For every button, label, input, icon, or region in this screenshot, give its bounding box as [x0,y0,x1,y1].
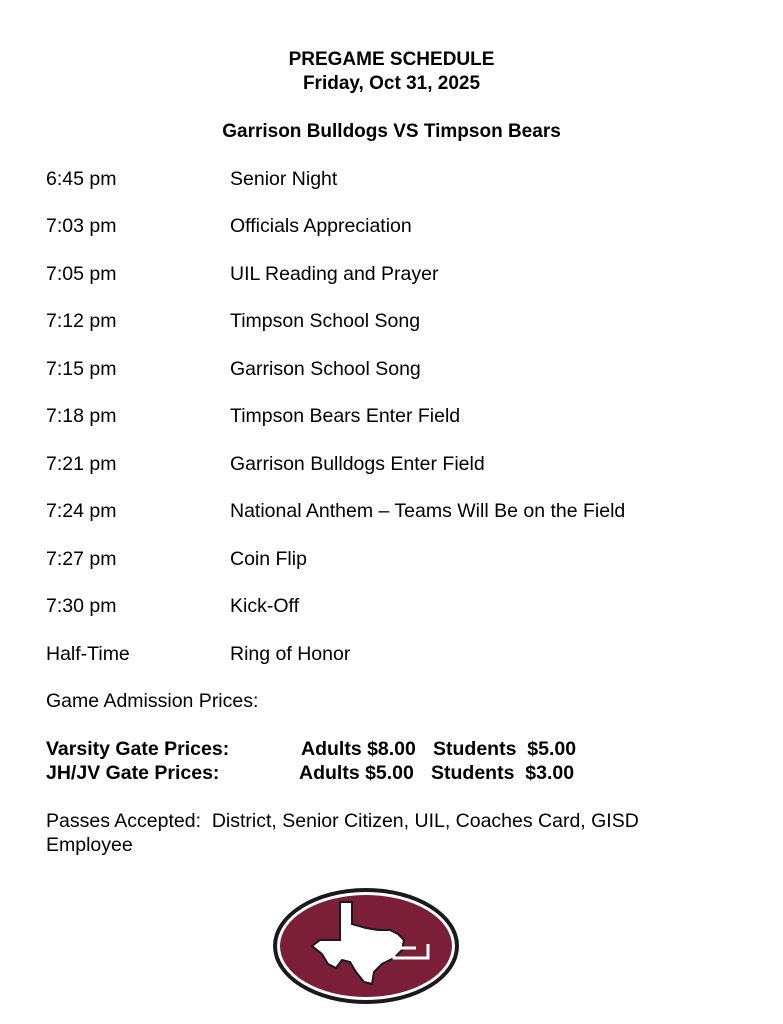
schedule-time: 7:21 pm [46,453,117,475]
schedule-event: National Anthem – Teams Will Be on the Field [230,500,626,522]
schedule-event: Timpson School Song [230,310,421,332]
schedule-event: Officials Appreciation [230,215,412,237]
varsity-students-price: Students $5.00 [433,738,577,760]
varsity-price-label: Varsity Gate Prices: [46,738,230,760]
schedule-event: Ring of Honor [230,643,351,665]
schedule-event: Senior Night [230,168,338,190]
page-title: PREGAME SCHEDULE [288,49,495,70]
admission-heading: Game Admission Prices: [46,690,259,712]
garrison-logo [270,884,462,1008]
schedule-time: 7:05 pm [46,263,117,285]
schedule-time: 7:27 pm [46,548,117,570]
schedule-time: 7:18 pm [46,405,117,427]
game-date: Friday, Oct 31, 2025 [302,73,481,94]
jhjv-price-label: JH/JV Gate Prices: [46,762,220,784]
schedule-event: Garrison School Song [230,358,421,380]
schedule-time: 7:12 pm [46,310,117,332]
schedule-event: Kick-Off [230,595,299,617]
varsity-adults-price: Adults $8.00 [301,738,416,760]
passes-accepted: Passes Accepted: District, Senior Citizen, UIL, Coaches Card, GISD Employee [46,810,645,856]
schedule-time: 6:45 pm [46,168,117,190]
jhjv-students-price: Students $3.00 [431,762,575,784]
schedule-event: Timpson Bears Enter Field [230,405,461,427]
schedule-time: 7:15 pm [46,358,117,380]
schedule-event: Coin Flip [230,548,307,570]
schedule-event: UIL Reading and Prayer [230,263,439,285]
schedule-time: 7:03 pm [46,215,117,237]
jhjv-adults-price: Adults $5.00 [299,762,414,784]
schedule-time: 7:30 pm [46,595,117,617]
matchup-title: Garrison Bulldogs VS Timpson Bears [222,121,561,142]
schedule-time: Half-Time [46,643,130,665]
schedule-event: Garrison Bulldogs Enter Field [230,453,485,475]
schedule-time: 7:24 pm [46,500,117,522]
